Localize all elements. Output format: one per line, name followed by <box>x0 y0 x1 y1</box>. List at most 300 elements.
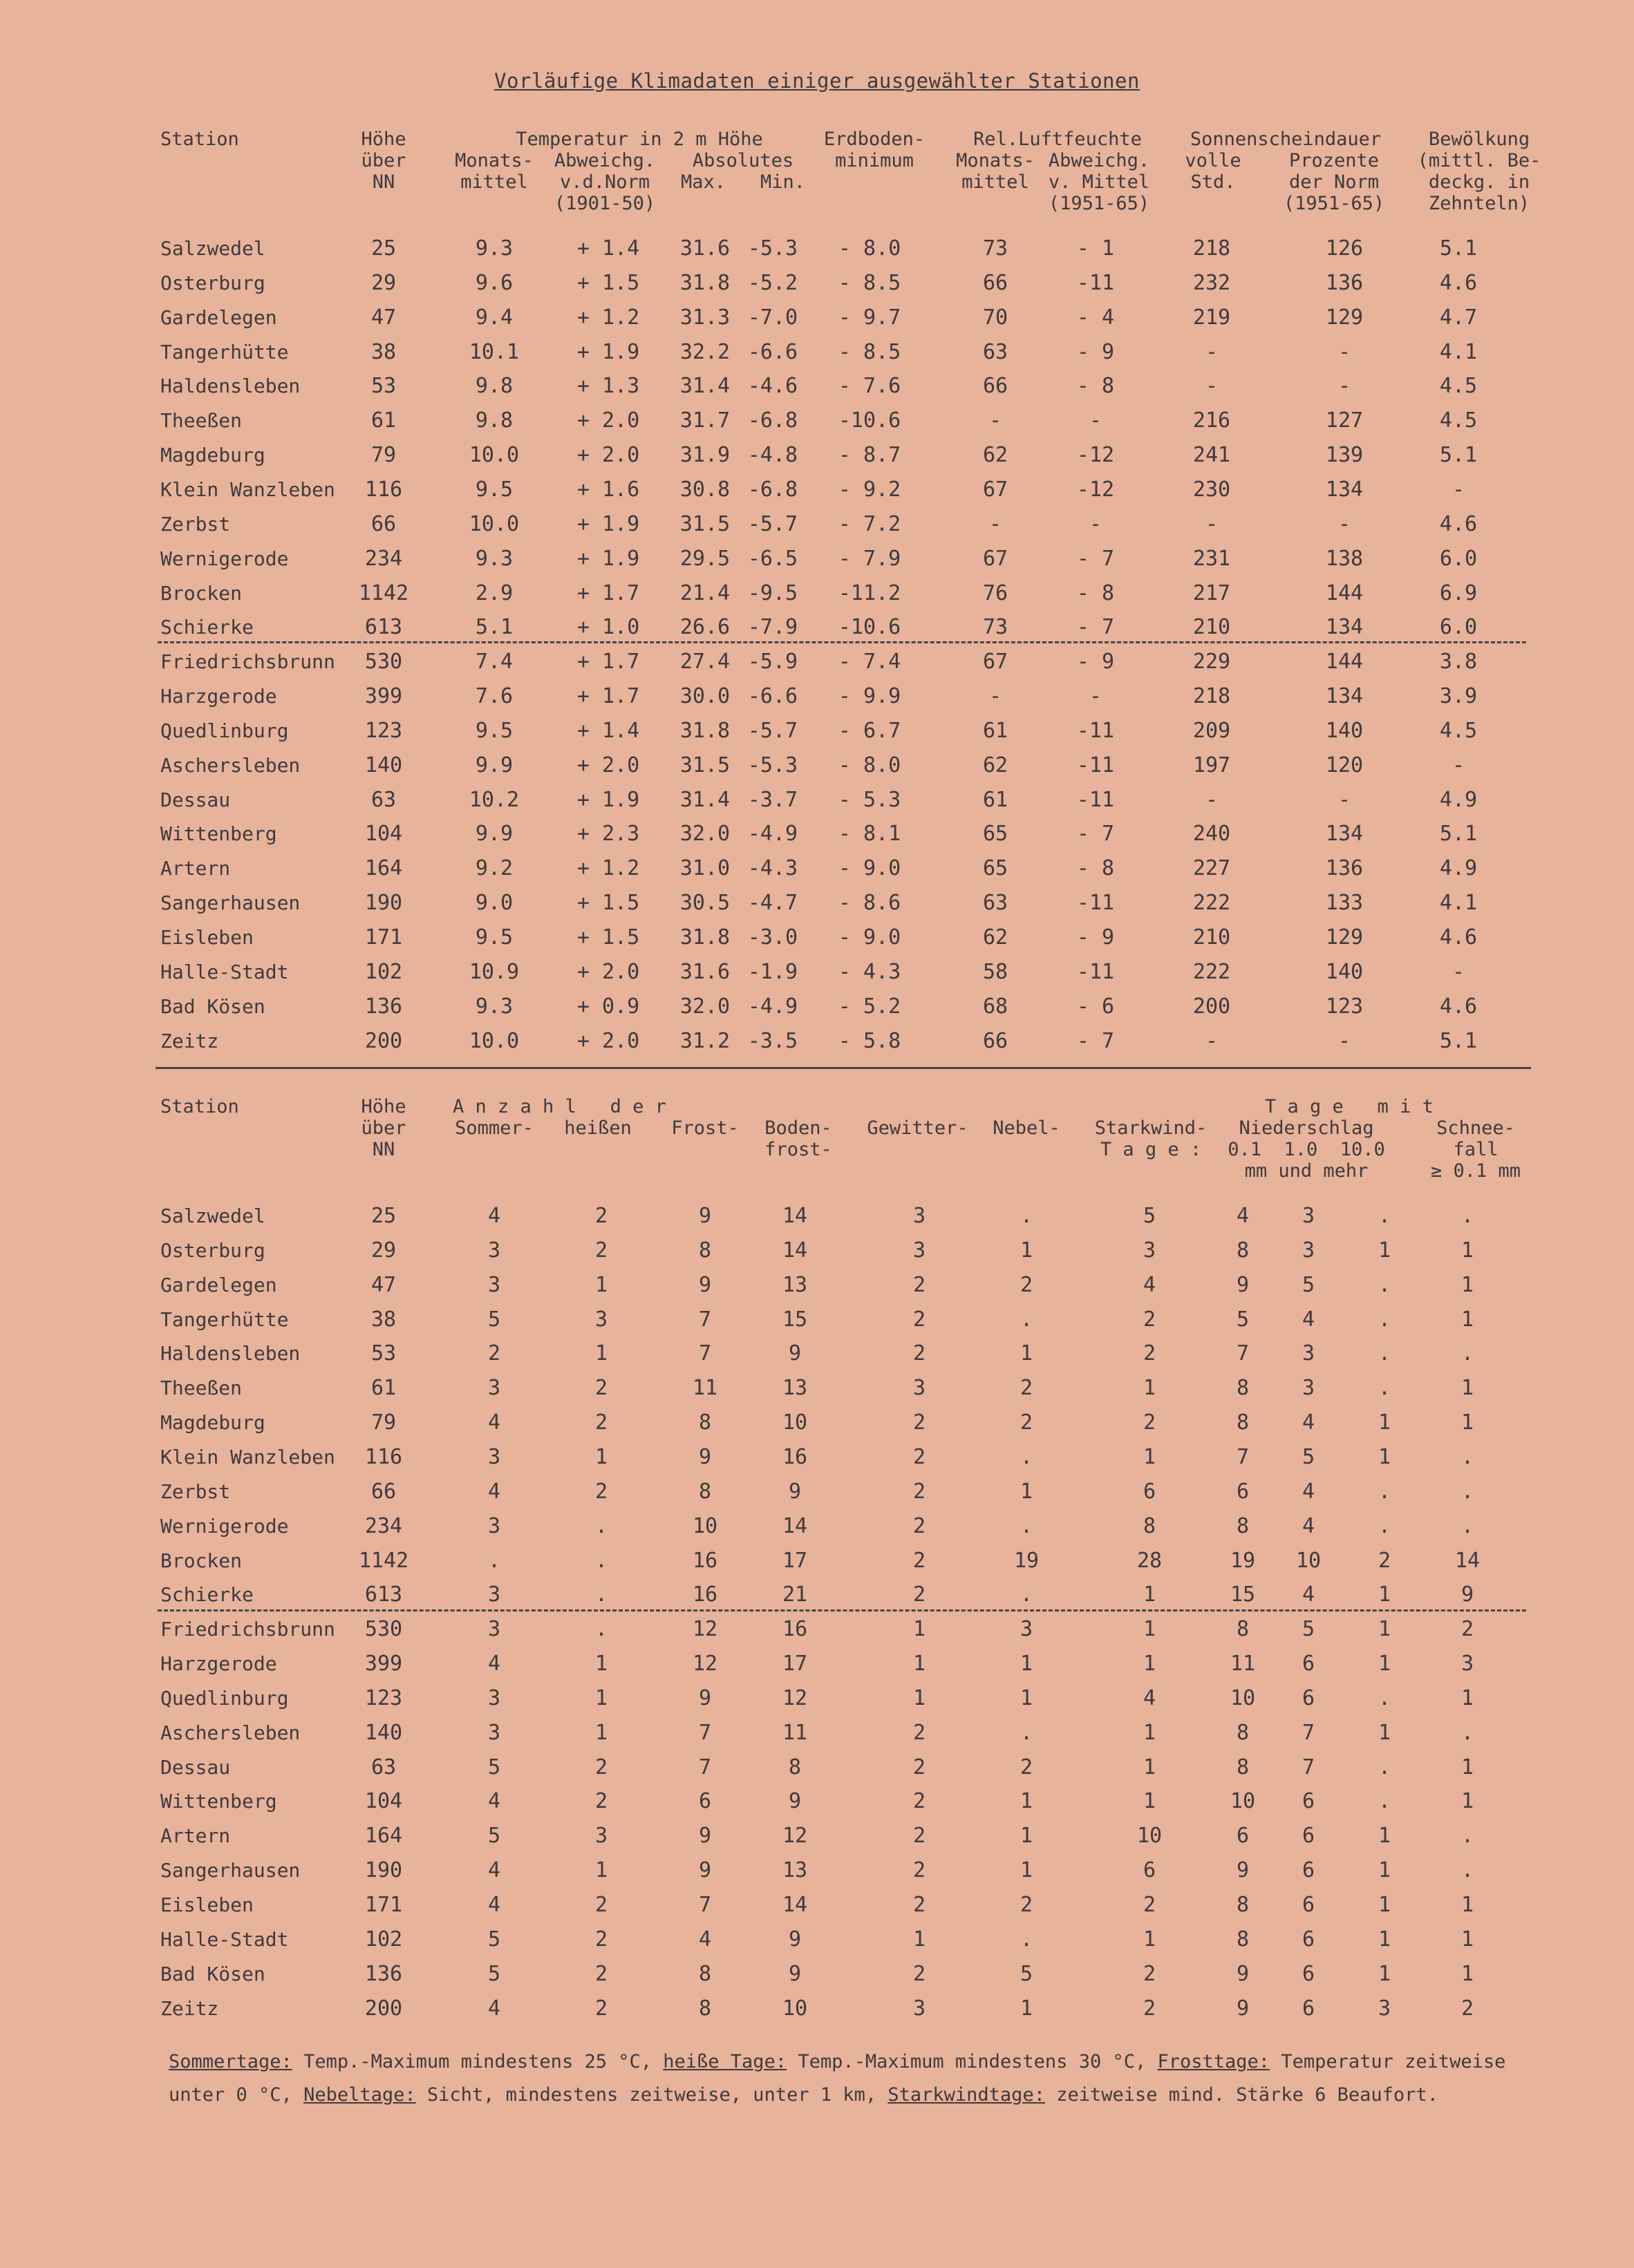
table2-cell-gewittertage: 2 <box>912 1548 926 1573</box>
table2-cell-niederschlag-0-1: 8 <box>1236 1410 1250 1435</box>
table2-cell-heisse-tage: 1 <box>594 1685 608 1710</box>
table1-cell-min: -4.9 <box>747 994 798 1019</box>
table1-cell-max: 30.5 <box>679 891 731 916</box>
table1-cell-rel-feuchte-abweichung: -12 <box>1076 477 1115 502</box>
table2-cell-heisse-tage: 3 <box>594 1824 608 1849</box>
table1-cell-monatsmittel: 5.1 <box>475 615 514 640</box>
table1-cell-rel-feuchte-abweichung: - <box>1089 511 1102 536</box>
table2-cell-nebeltage: 2 <box>1020 1893 1033 1917</box>
table1-cell-rel-feuchte-mittel: 65 <box>982 822 1008 847</box>
table2-cell-frosttage: 16 <box>692 1582 718 1607</box>
table2-cell-bodenfrosttage: 17 <box>782 1548 808 1573</box>
table1-cell-rel-feuchte-abweichung: -11 <box>1076 718 1115 743</box>
table2-cell-schneefall: 1 <box>1461 1376 1474 1401</box>
table2-cell-hoehe: 38 <box>370 1307 397 1332</box>
table2-cell-sommertage: 5 <box>487 1961 501 1986</box>
table2-cell-nebeltage: 1 <box>1020 1341 1033 1366</box>
table2-cell-niederschlag-10-0: 1 <box>1378 1720 1391 1745</box>
table2-cell-nebeltage: 3 <box>1020 1617 1033 1642</box>
table2-cell-niederschlag-0-1: 8 <box>1236 1513 1250 1538</box>
table2-cell-heisse-tage: 1 <box>594 1444 608 1469</box>
table1-cell-abweichung: + 1.9 <box>576 339 640 364</box>
table2-cell-schneefall: 1 <box>1461 1272 1474 1297</box>
t2-header-frost: Frost- <box>671 1117 739 1139</box>
table1-cell-min: -6.6 <box>747 684 798 709</box>
table2-cell-nebeltage: 2 <box>1020 1272 1033 1297</box>
table1-cell-rel-feuchte-mittel: 67 <box>982 650 1008 674</box>
table2-cell-niederschlag-10-0: . <box>1378 1204 1391 1228</box>
table1-cell-min: -4.9 <box>747 822 798 847</box>
table1-cell-max: 31.3 <box>679 305 731 330</box>
t2-header-nebel: Nebel- <box>993 1117 1060 1139</box>
table2-cell-nebeltage: 1 <box>1020 1858 1033 1883</box>
table2-cell-niederschlag-10-0: . <box>1378 1307 1391 1332</box>
table2-cell-niederschlag-0-1: 8 <box>1236 1927 1250 1952</box>
table2-row <box>0 1478 1634 1506</box>
table2-cell-niederschlag-1-0: 6 <box>1302 1652 1315 1676</box>
table2-cell-starkwindtage: 1 <box>1143 1444 1156 1469</box>
table1-cell-max: 31.0 <box>679 856 731 881</box>
table2-cell-bodenfrosttage: 16 <box>782 1617 808 1642</box>
table1-cell-max: 21.4 <box>679 580 731 605</box>
table1-cell-min: -5.2 <box>747 270 798 295</box>
table1-cell-max: 27.4 <box>679 650 731 674</box>
footnote-heisse-tage-text: Temp.-Maximum mindestens 30 °C, <box>787 2051 1158 2072</box>
table1-cell-sonne-prozent: 140 <box>1325 718 1364 743</box>
table1-cell-rel-feuchte-mittel: 58 <box>982 959 1008 984</box>
table1-cell-max: 29.5 <box>679 546 731 571</box>
table1-cell-min: -5.7 <box>747 718 798 743</box>
table2-cell-station-name: Wernigerode <box>160 1514 289 1538</box>
table2-cell-bodenfrosttage: 16 <box>782 1444 808 1469</box>
table2-cell-frosttage: 9 <box>698 1824 712 1849</box>
table2-cell-bodenfrosttage: 11 <box>782 1720 808 1745</box>
t2-header-hoehe: Höhe über NN <box>361 1096 406 1160</box>
table1-cell-min: -6.5 <box>747 546 798 571</box>
table1-cell-monatsmittel: 9.5 <box>475 925 514 949</box>
table1-cell-monatsmittel: 9.3 <box>475 236 514 261</box>
table1-cell-rel-feuchte-mittel: 62 <box>982 443 1008 468</box>
table1-row <box>0 820 1634 848</box>
table1-cell-erdboden-minimum: - 9.0 <box>838 856 901 881</box>
table1-cell-min: -4.8 <box>747 443 798 468</box>
table2-cell-niederschlag-10-0: 1 <box>1378 1961 1391 1986</box>
table2-cell-frosttage: 11 <box>692 1376 718 1401</box>
table1-cell-rel-feuchte-mittel: - <box>988 408 1002 433</box>
table2-cell-station-name: Zeitz <box>160 1996 219 2020</box>
table1-cell-hoehe: 234 <box>364 546 403 571</box>
t1-header-luftfeuchte: Rel.Luftfeuchte <box>973 129 1142 150</box>
table1-cell-min: -4.6 <box>747 374 798 399</box>
table1-cell-monatsmittel: 10.2 <box>469 787 520 812</box>
table2-cell-nebeltage: 2 <box>1020 1376 1033 1401</box>
table1-cell-rel-feuchte-mittel: 66 <box>982 374 1008 399</box>
table2-cell-niederschlag-10-0: 1 <box>1378 1824 1391 1849</box>
table1-cell-rel-feuchte-abweichung: - 6 <box>1076 994 1115 1019</box>
table2-cell-niederschlag-10-0: 1 <box>1378 1238 1391 1263</box>
table2-cell-schneefall: 1 <box>1461 1893 1474 1917</box>
table2-cell-schneefall: 2 <box>1461 1996 1474 2021</box>
table1-cell-abweichung: + 1.5 <box>576 891 640 916</box>
table2-cell-heisse-tage: . <box>594 1548 608 1573</box>
table2-cell-niederschlag-1-0: 4 <box>1302 1479 1315 1504</box>
table2-cell-hoehe: 102 <box>364 1927 403 1952</box>
table2-cell-frosttage: 6 <box>698 1789 712 1814</box>
table1-cell-hoehe: 63 <box>370 787 397 812</box>
table2-cell-schneefall: . <box>1461 1513 1474 1538</box>
table1-cell-min: -3.5 <box>747 1028 798 1053</box>
table1-cell-sonne-std: 218 <box>1192 684 1231 709</box>
table2-cell-bodenfrosttage: 10 <box>782 1996 808 2021</box>
table1-cell-bewoelkung: 4.9 <box>1439 787 1478 812</box>
table2-cell-niederschlag-0-1: 10 <box>1230 1685 1256 1710</box>
table2-cell-starkwindtage: 6 <box>1143 1858 1156 1883</box>
table1-cell-min: -5.3 <box>747 753 798 777</box>
table1-cell-erdboden-minimum: - 7.2 <box>838 511 901 536</box>
table2-cell-sommertage: . <box>487 1548 501 1573</box>
table2-cell-heisse-tage: 2 <box>594 1961 608 1986</box>
table2-cell-starkwindtage: 8 <box>1143 1513 1156 1538</box>
table2-cell-gewittertage: 2 <box>912 1961 926 1986</box>
table2-row <box>0 1306 1634 1334</box>
table2-cell-station-name: Salzwedel <box>160 1204 265 1227</box>
table2-cell-niederschlag-10-0: 1 <box>1378 1582 1391 1607</box>
table1-cell-erdboden-minimum: - 5.3 <box>838 787 901 812</box>
table2-cell-niederschlag-1-0: 6 <box>1302 1927 1315 1952</box>
table1-cell-sonne-std: - <box>1205 374 1219 399</box>
table2-cell-niederschlag-10-0: 1 <box>1378 1927 1391 1952</box>
table1-cell-abweichung: + 1.4 <box>576 236 640 261</box>
t1-header-max: Max. <box>680 171 726 193</box>
table1-cell-rel-feuchte-abweichung: - <box>1089 408 1102 433</box>
table2-cell-nebeltage: 2 <box>1020 1755 1033 1779</box>
table2-cell-starkwindtage: 2 <box>1143 1341 1156 1366</box>
table2-cell-hoehe: 613 <box>364 1582 403 1607</box>
table1-cell-rel-feuchte-mittel: 61 <box>982 718 1008 743</box>
table1-cell-bewoelkung: 5.1 <box>1439 1028 1478 1053</box>
table1-row <box>0 889 1634 917</box>
table2-dashed-separator <box>158 1609 1526 1612</box>
table1-cell-station-name: Zerbst <box>160 512 231 536</box>
table1-cell-bewoelkung: 4.6 <box>1439 994 1478 1019</box>
table2-cell-niederschlag-1-0: 5 <box>1302 1617 1315 1642</box>
table2-row <box>0 1685 1634 1712</box>
table1-cell-max: 31.8 <box>679 270 731 295</box>
table1-cell-rel-feuchte-abweichung: - <box>1089 684 1102 709</box>
table1-cell-rel-feuchte-abweichung: - 7 <box>1076 615 1115 640</box>
table1-cell-abweichung: + 2.0 <box>576 408 640 433</box>
table1-cell-rel-feuchte-abweichung: -12 <box>1076 443 1115 468</box>
table2-cell-heisse-tage: 1 <box>594 1652 608 1676</box>
table1-cell-sonne-std: - <box>1205 511 1219 536</box>
table2-cell-nebeltage: 1 <box>1020 1238 1033 1263</box>
table2-row <box>0 1995 1634 2023</box>
table2-cell-starkwindtage: 1 <box>1143 1927 1156 1952</box>
table1-row <box>0 958 1634 986</box>
table2-cell-niederschlag-10-0: 1 <box>1378 1893 1391 1917</box>
table2-cell-station-name: Klein Wanzleben <box>160 1445 335 1468</box>
table1-cell-erdboden-minimum: - 8.6 <box>838 891 901 916</box>
table2-cell-hoehe: 123 <box>364 1685 403 1710</box>
table1-row <box>0 683 1634 710</box>
table1-cell-sonne-prozent: 129 <box>1325 305 1364 330</box>
table1-cell-max: 31.8 <box>679 925 731 949</box>
table2-row <box>0 1444 1634 1471</box>
table2-cell-station-name: Halle-Stadt <box>160 1927 289 1951</box>
table1-cell-sonne-prozent: 136 <box>1325 270 1364 295</box>
table2-cell-frosttage: 7 <box>698 1341 712 1366</box>
table1-cell-bewoelkung: 4.1 <box>1439 339 1478 364</box>
table1-cell-sonne-std: 232 <box>1192 270 1231 295</box>
table1-cell-bewoelkung: 4.6 <box>1439 270 1478 295</box>
table2-cell-bodenfrosttage: 15 <box>782 1307 808 1332</box>
table2-cell-sommertage: 4 <box>487 1996 501 2021</box>
table2-cell-nebeltage: 1 <box>1020 1479 1033 1504</box>
table1-cell-monatsmittel: 10.0 <box>469 1028 520 1053</box>
table1-cell-bewoelkung: 4.9 <box>1439 856 1478 881</box>
table1-cell-hoehe: 1142 <box>358 580 409 605</box>
table2-row <box>0 1547 1634 1575</box>
table1-cell-abweichung: + 1.9 <box>576 511 640 536</box>
table2-cell-niederschlag-10-0: . <box>1378 1685 1391 1710</box>
table2-cell-niederschlag-10-0: 1 <box>1378 1617 1391 1642</box>
table1-cell-sonne-prozent: 134 <box>1325 477 1364 502</box>
footnote-starkwindtage-label: Starkwindtage: <box>888 2084 1045 2106</box>
t1-header-absolutes: Absolutes <box>692 150 794 171</box>
table2-cell-gewittertage: 2 <box>912 1858 926 1883</box>
table2-cell-bodenfrosttage: 10 <box>782 1410 808 1435</box>
table2-cell-hoehe: 140 <box>364 1720 403 1745</box>
table1-cell-hoehe: 116 <box>364 477 403 502</box>
table2-cell-frosttage: 12 <box>692 1652 718 1676</box>
table2-cell-sommertage: 3 <box>487 1272 501 1297</box>
table2-cell-heisse-tage: 2 <box>594 1410 608 1435</box>
table2-cell-gewittertage: 2 <box>912 1513 926 1538</box>
table2-cell-schneefall: 1 <box>1461 1927 1474 1952</box>
table2-cell-hoehe: 136 <box>364 1961 403 1986</box>
table1-cell-min: -7.0 <box>747 305 798 330</box>
table1-cell-bewoelkung: 5.1 <box>1439 822 1478 847</box>
table1-cell-monatsmittel: 7.6 <box>475 684 514 709</box>
table1-cell-sonne-prozent: 134 <box>1325 684 1364 709</box>
table1-row <box>0 339 1634 366</box>
t2-header-schneefall: Schnee- fall ≥ 0.1 mm <box>1430 1117 1521 1182</box>
table2-cell-sommertage: 3 <box>487 1582 501 1607</box>
table2-cell-station-name: Theeßen <box>160 1377 243 1400</box>
table2-cell-niederschlag-1-0: 6 <box>1302 1824 1315 1849</box>
table1-cell-sonne-prozent: 134 <box>1325 615 1364 640</box>
table2-cell-bodenfrosttage: 9 <box>788 1341 802 1366</box>
table2-cell-hoehe: 190 <box>364 1858 403 1883</box>
table1-cell-monatsmittel: 9.5 <box>475 718 514 743</box>
table2-cell-bodenfrosttage: 9 <box>788 1961 802 1986</box>
table1-cell-rel-feuchte-mittel: 65 <box>982 856 1008 881</box>
table2-cell-gewittertage: 2 <box>912 1893 926 1917</box>
table2-cell-starkwindtage: 1 <box>1143 1755 1156 1779</box>
table1-cell-hoehe: 29 <box>370 270 397 295</box>
table2-cell-niederschlag-10-0: 1 <box>1378 1652 1391 1676</box>
table1-row <box>0 993 1634 1021</box>
table1-cell-max: 31.5 <box>679 511 731 536</box>
table1-cell-sonne-std: 227 <box>1192 856 1231 881</box>
table1-row <box>0 545 1634 573</box>
table2-cell-frosttage: 8 <box>698 1961 712 1986</box>
table1-cell-min: -5.7 <box>747 511 798 536</box>
table1-cell-sonne-prozent: - <box>1337 1028 1351 1053</box>
table2-cell-sommertage: 3 <box>487 1376 501 1401</box>
table2-cell-niederschlag-1-0: 6 <box>1302 1961 1315 1986</box>
table2-cell-schneefall: . <box>1461 1720 1474 1745</box>
table1-cell-sonne-std: 222 <box>1192 959 1231 984</box>
table1-row <box>0 372 1634 400</box>
table2-cell-heisse-tage: 1 <box>594 1341 608 1366</box>
table2-cell-schneefall: . <box>1461 1204 1474 1228</box>
t1-header-sonne-std: volle Std. <box>1185 150 1241 193</box>
table1-cell-hoehe: 25 <box>370 236 397 261</box>
table1-cell-station-name: Theeßen <box>160 409 243 433</box>
table1-cell-abweichung: + 1.4 <box>576 718 640 743</box>
table2-cell-bodenfrosttage: 21 <box>782 1582 808 1607</box>
table2-cell-niederschlag-0-1: 15 <box>1230 1582 1256 1607</box>
table1-cell-erdboden-minimum: - 5.2 <box>838 994 901 1019</box>
table1-cell-station-name: Wernigerode <box>160 547 289 570</box>
table2-cell-gewittertage: 2 <box>912 1479 926 1504</box>
table2-cell-niederschlag-0-1: 8 <box>1236 1755 1250 1779</box>
t1-header-monatsmittel: Monats- mittel <box>455 150 534 193</box>
table2-cell-niederschlag-0-1: 9 <box>1236 1272 1250 1297</box>
t2-header-anzahl: A n z a h l d e r <box>453 1096 666 1117</box>
table2-cell-frosttage: 8 <box>698 1479 712 1504</box>
t1-header-sonne-prozent: Prozente der Norm (1951-65) <box>1283 150 1385 214</box>
table2-cell-gewittertage: 2 <box>912 1444 926 1469</box>
table2-cell-niederschlag-1-0: 3 <box>1302 1376 1315 1401</box>
table2-cell-niederschlag-0-1: 7 <box>1236 1444 1250 1469</box>
table1-cell-sonne-prozent: 127 <box>1325 408 1364 433</box>
table2-cell-starkwindtage: 2 <box>1143 1996 1156 2021</box>
table2-cell-starkwindtage: 2 <box>1143 1410 1156 1435</box>
footnote-heisse-tage-label: heiße Tage: <box>663 2051 787 2072</box>
table1-cell-abweichung: + 1.3 <box>576 374 640 399</box>
table1-cell-station-name: Klein Wanzleben <box>160 478 335 501</box>
table2-cell-bodenfrosttage: 12 <box>782 1685 808 1710</box>
table2-cell-hoehe: 53 <box>370 1341 397 1366</box>
table1-cell-rel-feuchte-abweichung: -11 <box>1076 959 1115 984</box>
table1-cell-bewoelkung: 4.6 <box>1439 511 1478 536</box>
t2-header-gewitter: Gewitter- <box>867 1117 968 1139</box>
table1-cell-max: 31.4 <box>679 374 731 399</box>
table2-cell-gewittertage: 2 <box>912 1824 926 1849</box>
table1-cell-monatsmittel: 9.3 <box>475 546 514 571</box>
table1-cell-abweichung: + 2.0 <box>576 443 640 468</box>
table1-cell-rel-feuchte-abweichung: -11 <box>1076 891 1115 916</box>
table1-cell-min: -6.8 <box>747 408 798 433</box>
table2-cell-sommertage: 3 <box>487 1444 501 1469</box>
table1-cell-max: 32.0 <box>679 822 731 847</box>
table1-cell-monatsmittel: 9.5 <box>475 477 514 502</box>
table2-cell-station-name: Eisleben <box>160 1893 254 1916</box>
table2-cell-gewittertage: 2 <box>912 1582 926 1607</box>
table1-cell-sonne-std: 229 <box>1192 650 1231 674</box>
table2-cell-frosttage: 8 <box>698 1996 712 2021</box>
table2-cell-starkwindtage: 28 <box>1136 1548 1163 1573</box>
table2-cell-gewittertage: 2 <box>912 1410 926 1435</box>
table2-cell-nebeltage: 19 <box>1013 1548 1040 1573</box>
footnote-nebeltage-label: Nebeltage: <box>303 2084 416 2106</box>
table1-cell-monatsmittel: 7.4 <box>475 650 514 674</box>
table2-cell-hoehe: 47 <box>370 1272 397 1297</box>
table1-cell-hoehe: 47 <box>370 305 397 330</box>
table1-row <box>0 511 1634 538</box>
table2-cell-niederschlag-1-0: 5 <box>1302 1444 1315 1469</box>
table2-cell-sommertage: 4 <box>487 1410 501 1435</box>
table1-cell-erdboden-minimum: -10.6 <box>838 408 901 433</box>
table2-cell-bodenfrosttage: 9 <box>788 1479 802 1504</box>
table2-row <box>0 1202 1634 1230</box>
table2-cell-gewittertage: 1 <box>912 1927 926 1952</box>
table2-cell-schneefall: 1 <box>1461 1789 1474 1814</box>
table2-cell-niederschlag-1-0: 3 <box>1302 1238 1315 1263</box>
table1-cell-sonne-prozent: 140 <box>1325 959 1364 984</box>
table1-cell-erdboden-minimum: - 8.7 <box>838 443 901 468</box>
t2-header-sommer: Sommer- <box>455 1117 534 1139</box>
table2-cell-nebeltage: . <box>1020 1582 1033 1607</box>
table2-cell-heisse-tage: . <box>594 1513 608 1538</box>
table1-cell-rel-feuchte-abweichung: -11 <box>1076 270 1115 295</box>
table1-cell-rel-feuchte-abweichung: - 8 <box>1076 374 1115 399</box>
table1-cell-rel-feuchte-abweichung: -11 <box>1076 787 1115 812</box>
table2-cell-starkwindtage: 1 <box>1143 1789 1156 1814</box>
table2-cell-niederschlag-1-0: 7 <box>1302 1755 1315 1779</box>
table2-row <box>0 1513 1634 1540</box>
footnote-sommertage-label: Sommertage: <box>169 2051 292 2072</box>
table2-cell-gewittertage: 1 <box>912 1652 926 1676</box>
table1-cell-bewoelkung: 3.9 <box>1439 684 1478 709</box>
table2-cell-frosttage: 7 <box>698 1307 712 1332</box>
table2-cell-schneefall: 14 <box>1454 1548 1481 1573</box>
table1-cell-hoehe: 66 <box>370 511 397 536</box>
table2-cell-gewittertage: 1 <box>912 1685 926 1710</box>
table2-cell-heisse-tage: . <box>594 1582 608 1607</box>
table1-row <box>0 580 1634 607</box>
table2-cell-heisse-tage: 2 <box>594 1789 608 1814</box>
table2-cell-niederschlag-0-1: 8 <box>1236 1720 1250 1745</box>
table1-dashed-separator <box>158 641 1526 643</box>
table2-cell-nebeltage: . <box>1020 1720 1033 1745</box>
table2-cell-hoehe: 171 <box>364 1893 403 1917</box>
footnote-nebeltage-text: Sicht, mindestens zeitweise, unter 1 km, <box>415 2084 888 2106</box>
table1-cell-station-name: Magdeburg <box>160 444 265 467</box>
table1-cell-min: -1.9 <box>747 959 798 984</box>
table1-cell-rel-feuchte-mittel: 62 <box>982 925 1008 949</box>
table2-cell-hoehe: 25 <box>370 1204 397 1228</box>
table1-cell-min: -5.9 <box>747 650 798 674</box>
table1-cell-max: 26.6 <box>679 615 731 640</box>
table2-cell-niederschlag-10-0: 1 <box>1378 1410 1391 1435</box>
table2-cell-niederschlag-10-0: . <box>1378 1513 1391 1538</box>
table2-cell-station-name: Brocken <box>160 1549 243 1572</box>
table1-cell-monatsmittel: 9.3 <box>475 994 514 1019</box>
table2-cell-starkwindtage: 4 <box>1143 1272 1156 1297</box>
table1-cell-station-name: Harzgerode <box>160 685 277 708</box>
table1-cell-station-name: Artern <box>160 857 231 880</box>
table2-cell-niederschlag-1-0: 10 <box>1295 1548 1322 1573</box>
table2-cell-frosttage: 8 <box>698 1238 712 1263</box>
table1-cell-sonne-std: - <box>1205 339 1219 364</box>
table2-cell-starkwindtage: 6 <box>1143 1479 1156 1504</box>
table2-cell-niederschlag-10-0: . <box>1378 1479 1391 1504</box>
table2-cell-frosttage: 9 <box>698 1444 712 1469</box>
table2-cell-niederschlag-0-1: 6 <box>1236 1479 1250 1504</box>
